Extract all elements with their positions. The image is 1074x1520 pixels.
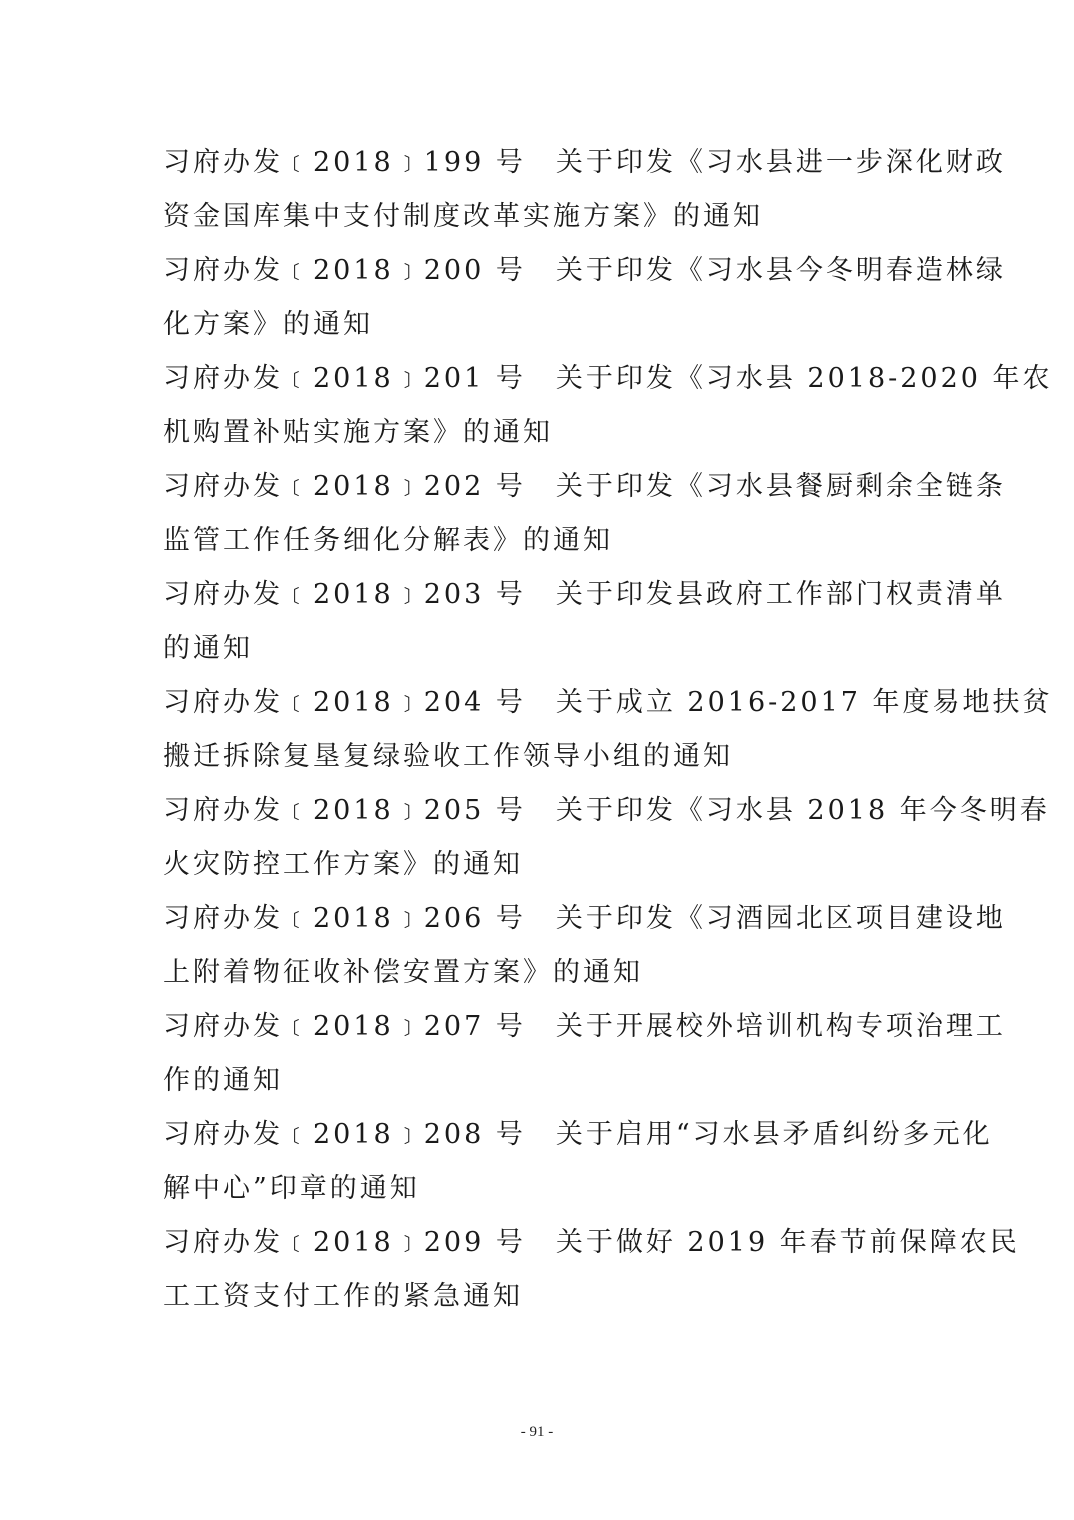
notice-line-2: 作的通知	[163, 1065, 283, 1096]
notice-line-1: 习府办发﹝2018﹞201 号 关于印发《习水县 2018-2020 年农	[163, 363, 1053, 394]
page-number: - 91 -	[520, 1424, 554, 1440]
notice-entry-207	[163, 1000, 1006, 1108]
notice-line-2: 工工资支付工作的紧急通知	[163, 1281, 523, 1312]
notice-list	[163, 136, 1053, 1324]
notice-line-2: 解中心”印章的通知	[163, 1173, 420, 1204]
notice-line-2: 监管工作任务细化分解表》的通知	[163, 525, 613, 556]
notice-line-2: 火灾防控工作方案》的通知	[163, 849, 523, 880]
notice-entry-199	[163, 136, 1006, 244]
notice-line-2: 机购置补贴实施方案》的通知	[163, 417, 553, 448]
notice-entry-205	[163, 784, 1050, 892]
notice-line-1: 习府办发﹝2018﹞199 号 关于印发《习水县进一步深化财政	[163, 147, 1006, 178]
notice-line-2: 搬迁拆除复垦复绿验收工作领导小组的通知	[163, 741, 733, 772]
notice-line-1: 习府办发﹝2018﹞200 号 关于印发《习水县今冬明春造林绿	[163, 255, 1006, 286]
notice-line-2: 上附着物征收补偿安置方案》的通知	[163, 957, 643, 988]
notice-line-2: 资金国库集中支付制度改革实施方案》的通知	[163, 201, 763, 232]
notice-line-1: 习府办发﹝2018﹞205 号 关于印发《习水县 2018 年今冬明春	[163, 795, 1050, 826]
notice-entry-200	[163, 244, 1006, 352]
notice-entry-208	[163, 1108, 993, 1216]
notice-entry-204	[163, 676, 1053, 784]
notice-line-1: 习府办发﹝2018﹞203 号 关于印发县政府工作部门权责清单	[163, 579, 1006, 610]
notice-entry-203	[163, 568, 1006, 676]
notice-entry-206	[163, 892, 1006, 1000]
notice-entry-209	[163, 1216, 1020, 1324]
notice-entry-201	[163, 352, 1053, 460]
notice-line-1: 习府办发﹝2018﹞202 号 关于印发《习水县餐厨剩余全链条	[163, 471, 1006, 502]
notice-line-1: 习府办发﹝2018﹞208 号 关于启用“习水县矛盾纠纷多元化	[163, 1119, 993, 1150]
notice-line-2: 化方案》的通知	[163, 309, 373, 340]
notice-line-1: 习府办发﹝2018﹞204 号 关于成立 2016-2017 年度易地扶贫	[163, 687, 1053, 718]
notice-line-1: 习府办发﹝2018﹞206 号 关于印发《习酒园北区项目建设地	[163, 903, 1006, 934]
notice-line-1: 习府办发﹝2018﹞207 号 关于开展校外培训机构专项治理工	[163, 1011, 1006, 1042]
notice-line-1: 习府办发﹝2018﹞209 号 关于做好 2019 年春节前保障农民	[163, 1227, 1020, 1258]
notice-line-2: 的通知	[163, 633, 253, 664]
notice-entry-202	[163, 460, 1006, 568]
